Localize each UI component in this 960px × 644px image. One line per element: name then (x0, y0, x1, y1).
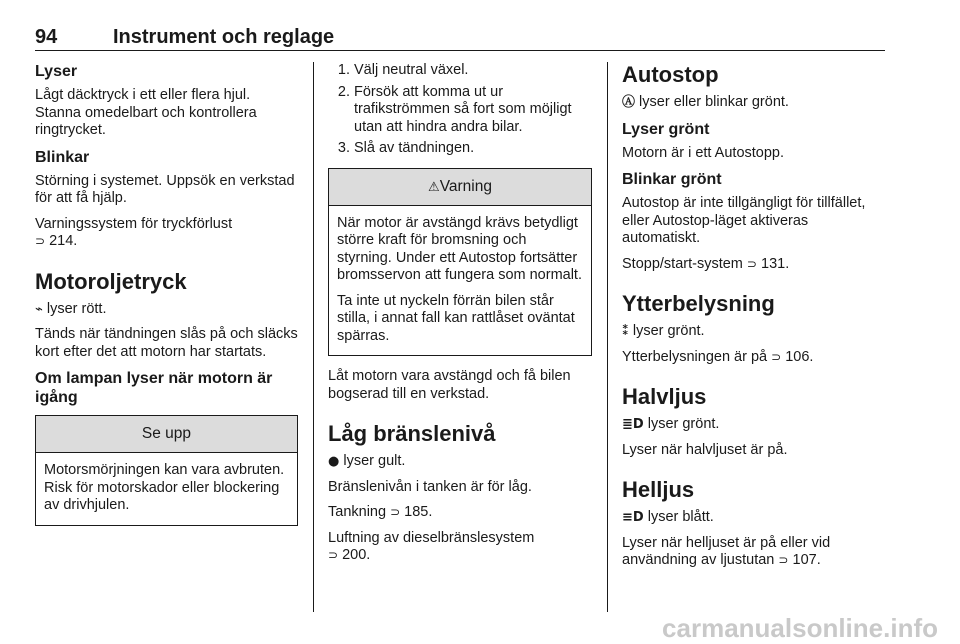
heading-autostop: Autostop (622, 62, 719, 87)
heading-lyser: Lyser (35, 63, 78, 80)
autostop-status: Ⓐ lyser eller blinkar grönt. (622, 94, 789, 110)
page-number: 94 (35, 26, 58, 48)
side-light-icon: ⁑ (622, 324, 629, 339)
column-3 (622, 62, 890, 578)
autostop-icon: Ⓐ (622, 95, 636, 110)
side-status: ⁑ lyser grönt. (622, 323, 705, 339)
lyser-text: Lågt däcktryck i ett eller flera hjul. Stanna omedelbart och kontrollera ringtrycket. (35, 87, 257, 138)
steps-list (328, 62, 592, 158)
page-header (35, 26, 885, 51)
oil-text: Tänds när tändningen slås på och släcks kort efter det att motorn har startats. (35, 326, 298, 360)
caution-title: Se upp (36, 416, 297, 453)
heading-fuel: Låg bränslenivå (328, 421, 496, 446)
heading-blinkar-gront: Blinkar grönt (622, 171, 722, 188)
blinkar-text: Störning i systemet. Uppsök en verkstad för att få hjälp. (35, 172, 295, 206)
column-1 (35, 62, 298, 538)
page-ref[interactable]: 214. (49, 233, 78, 249)
bleed-reference: Luftning av dieselbränslesystem ⊃ 200. (328, 529, 535, 563)
fuel-status: ● lyser gult. (328, 453, 406, 469)
list-item: 2. Försök att komma ut ur trafikströmmen så fort som möjligt utan att hindra andra bilar. (354, 84, 592, 137)
ref-arrow-icon: ⊃ (746, 256, 757, 271)
heading-blinkar: Blinkar (35, 148, 90, 166)
warning-text-2: Ta inte ut nyckeln förrän bilen står stilla, i annat fall kan rattlåset oväntat spärras. (337, 292, 575, 344)
ref-arrow-icon: ⊃ (771, 349, 782, 364)
heading-motoroljetryck: Motoroljetryck (35, 268, 187, 294)
heading-helljus: Helljus (622, 477, 695, 502)
low-beam-icon: ≣D (622, 417, 644, 432)
blink-text: Autostop är inte tillgängligt för tillfället, eller Autostop-läget aktiveras automatiskt. (622, 195, 866, 246)
page-ref[interactable]: 107. (792, 552, 821, 568)
page-ref[interactable]: 106. (785, 348, 814, 365)
list-item: 1. Välj neutral växel. (354, 62, 592, 80)
high-reference: Lyser när helljuset är på eller vid användning av ljustutan ⊃ 107. (622, 534, 831, 568)
list-item: 3. Slå av tändningen. (354, 140, 592, 158)
high-beam-icon: ≡D (622, 510, 644, 525)
tank-reference: Tankning ⊃ 185. (328, 504, 433, 520)
side-reference: Ytterbelysningen är på ⊃ 106. (622, 348, 814, 365)
fuel-text: Bränslenivån i tanken är för låg. (328, 478, 532, 495)
caution-text: Motorsmörjningen kan vara avbruten. Risk för motorskador eller blockering av drivhjulen. (44, 462, 285, 513)
column-divider (607, 62, 608, 612)
heading-ytterbelysning: Ytterbelysning (622, 291, 775, 316)
tryck-reference: Varningssystem för tryckförlust ⊃ 214. (35, 215, 233, 249)
heading-engine-running: Om lampan lyser när motorn är igång (35, 370, 273, 406)
ref-arrow-icon: ⊃ (35, 234, 46, 248)
fuel-dot-icon: ● (328, 454, 340, 469)
heading-lyser-gront: Lyser grönt (622, 120, 710, 138)
low-status: ≣D lyser grönt. (622, 416, 720, 432)
warning-icon: ⚠ (428, 179, 440, 195)
warning-box (328, 168, 592, 357)
page-ref[interactable]: 131. (761, 255, 790, 272)
heading-halvljus: Halvljus (622, 384, 707, 409)
ref-arrow-icon: ⊃ (328, 548, 339, 562)
oil-pressure-icon: ⌁ (35, 301, 43, 317)
warning-text-1: När motor är avstängd krävs betydligt större kraft för bromsning och styrning. Under ett Autostop fortsätter bromsservon att fungera som normalt. (337, 214, 582, 283)
warning-title: ⚠Varning (329, 169, 591, 206)
caution-box (35, 415, 298, 526)
high-status: ≡D lyser blått. (622, 509, 714, 525)
column-2 (328, 62, 592, 573)
ref-arrow-icon: ⊃ (778, 553, 789, 567)
chapter-title: Instrument och reglage (113, 26, 335, 48)
low-text: Lyser när halvljuset är på. (622, 441, 788, 458)
after-text: Låt motorn vara avstängd och få bilen bogserad till en verkstad. (328, 368, 571, 402)
oil-status: ⌁ lyser rött. (35, 300, 107, 317)
page-ref[interactable]: 185. (404, 504, 433, 520)
column-divider (313, 62, 314, 612)
ss-reference: Stopp/start-system ⊃ 131. (622, 255, 790, 272)
page-ref[interactable]: 200. (342, 547, 371, 563)
green-text: Motorn är i ett Autostopp. (622, 144, 785, 161)
ref-arrow-icon: ⊃ (390, 505, 401, 519)
watermark: carmanualsonline.info (662, 613, 938, 643)
